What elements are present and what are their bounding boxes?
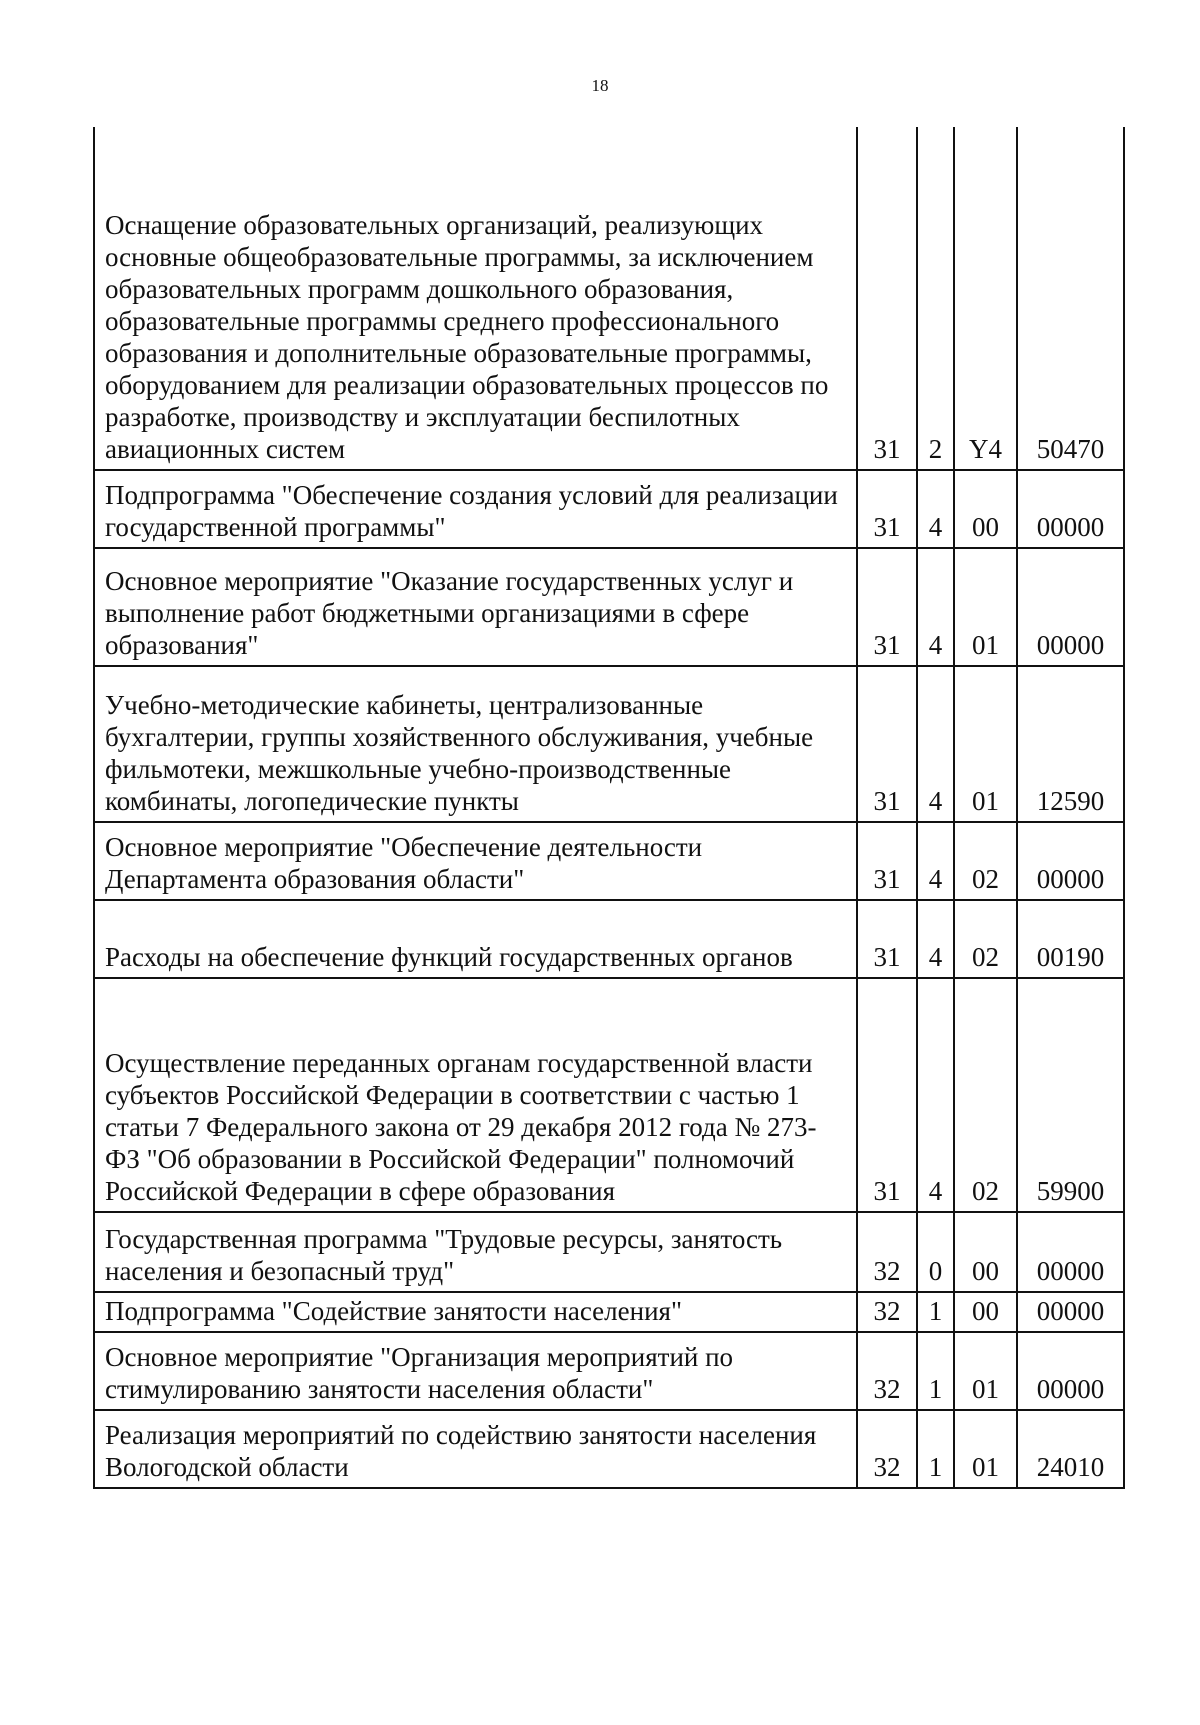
row-name: Подпрограмма "Обеспечение создания условий для реализации государственной программы" — [94, 470, 857, 548]
row-name: Подпрограмма "Содействие занятости населения" — [94, 1292, 857, 1332]
row-program-code: 32 — [857, 1332, 917, 1410]
budget-classification-table — [93, 127, 1123, 1489]
row-activity-code: 00 — [954, 1292, 1017, 1332]
row-subprogram-code: 2 — [917, 127, 954, 470]
row-name: Осуществление переданных органам государственной власти субъектов Российской Федерации в соответствии с частью 1 статьи 7 Федерального закона от 29 декабря 2012 года № 273-ФЗ "Об образовании в Российской Федерации" полномочий Российской Федерации в сфере образования — [94, 978, 857, 1212]
row-program-code: 32 — [857, 1410, 917, 1488]
row-activity-code: 00 — [954, 470, 1017, 548]
row-program-code: 31 — [857, 666, 917, 822]
row-program-code: 31 — [857, 900, 917, 978]
table-row — [94, 1292, 1124, 1332]
row-subprogram-code: 1 — [917, 1292, 954, 1332]
table-row — [94, 822, 1124, 900]
row-subprogram-code: 4 — [917, 822, 954, 900]
table-row — [94, 548, 1124, 666]
row-subprogram-code: 4 — [917, 470, 954, 548]
row-activity-code: 01 — [954, 666, 1017, 822]
row-direction-code: 00190 — [1017, 900, 1124, 978]
row-direction-code: 00000 — [1017, 470, 1124, 548]
row-subprogram-code: 0 — [917, 1212, 954, 1292]
row-direction-code: 12590 — [1017, 666, 1124, 822]
row-direction-code: 00000 — [1017, 1332, 1124, 1410]
row-subprogram-code: 4 — [917, 900, 954, 978]
budget-table — [93, 127, 1125, 1489]
row-activity-code: 01 — [954, 1410, 1017, 1488]
row-program-code: 32 — [857, 1212, 917, 1292]
row-program-code: 31 — [857, 127, 917, 470]
row-name: Оснащение образовательных организаций, реализующих основные общеобразовательные программы, за исключением образовательных программ дошкольного образования, образовательные программы среднего профессионального образования и дополнительные образовательные программы, оборудованием для реализации образовательных процессов по разработке, производству и эксплуатации беспилотных авиационных систем — [94, 127, 857, 470]
row-activity-code: 02 — [954, 822, 1017, 900]
row-subprogram-code: 1 — [917, 1332, 954, 1410]
row-direction-code: 00000 — [1017, 1212, 1124, 1292]
table-row — [94, 666, 1124, 822]
row-direction-code: 50470 — [1017, 127, 1124, 470]
table-row — [94, 470, 1124, 548]
row-direction-code: 24010 — [1017, 1410, 1124, 1488]
row-subprogram-code: 4 — [917, 666, 954, 822]
row-activity-code: 01 — [954, 1332, 1017, 1410]
page-number: 18 — [591, 76, 609, 95]
row-program-code: 31 — [857, 548, 917, 666]
row-activity-code: 01 — [954, 548, 1017, 666]
row-activity-code: Y4 — [954, 127, 1017, 470]
row-activity-code: 02 — [954, 978, 1017, 1212]
row-name: Основное мероприятие "Обеспечение деятельности Департамента образования области" — [94, 822, 857, 900]
row-activity-code: 02 — [954, 900, 1017, 978]
row-name: Основное мероприятие "Оказание государственных услуг и выполнение работ бюджетными организациями в сфере образования" — [94, 548, 857, 666]
row-direction-code: 00000 — [1017, 548, 1124, 666]
table-row — [94, 1212, 1124, 1292]
row-program-code: 32 — [857, 1292, 917, 1332]
table-row — [94, 978, 1124, 1212]
row-name: Учебно-методические кабинеты, централизованные бухгалтерии, группы хозяйственного обслуживания, учебные фильмотеки, межшкольные учебно-производственные комбинаты, логопедические пункты — [94, 666, 857, 822]
row-subprogram-code: 1 — [917, 1410, 954, 1488]
row-program-code: 31 — [857, 822, 917, 900]
table-row — [94, 900, 1124, 978]
row-name: Основное мероприятие "Организация мероприятий по стимулированию занятости населения области" — [94, 1332, 857, 1410]
row-name: Реализация мероприятий по содействию занятости населения Вологодской области — [94, 1410, 857, 1488]
row-direction-code: 00000 — [1017, 822, 1124, 900]
table-row — [94, 1410, 1124, 1488]
row-direction-code: 59900 — [1017, 978, 1124, 1212]
row-program-code: 31 — [857, 470, 917, 548]
table-row — [94, 1332, 1124, 1410]
row-subprogram-code: 4 — [917, 978, 954, 1212]
row-name: Расходы на обеспечение функций государственных органов — [94, 900, 857, 978]
row-subprogram-code: 4 — [917, 548, 954, 666]
row-name: Государственная программа "Трудовые ресурсы, занятость населения и безопасный труд" — [94, 1212, 857, 1292]
row-program-code: 31 — [857, 978, 917, 1212]
row-direction-code: 00000 — [1017, 1292, 1124, 1332]
row-activity-code: 00 — [954, 1212, 1017, 1292]
table-row — [94, 127, 1124, 470]
